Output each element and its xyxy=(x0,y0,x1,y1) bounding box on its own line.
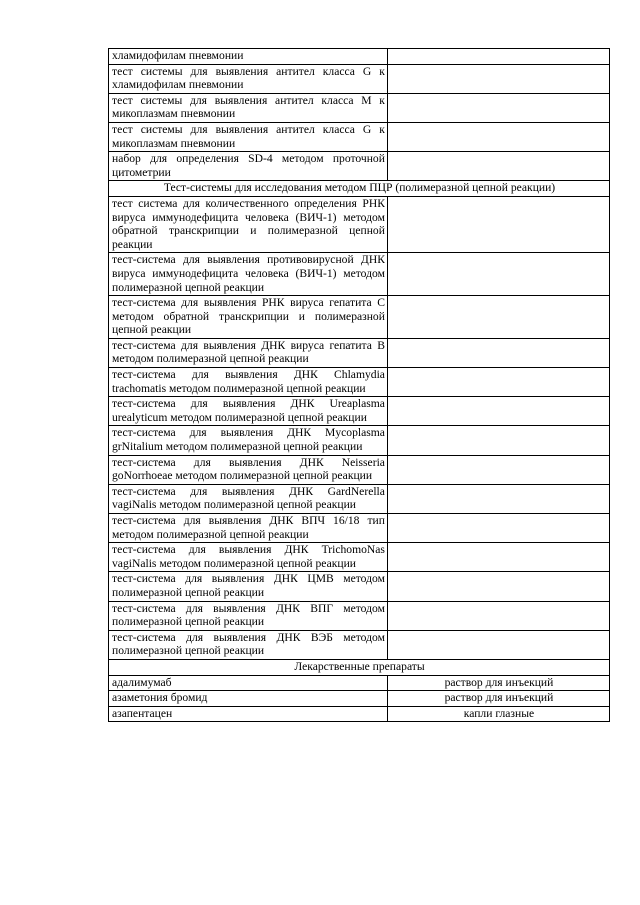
item-name-cell: тест-система для выявления ДНК вируса гепатита В методом полимеразной цепной реакции xyxy=(109,338,388,367)
item-name-cell: азапентацен xyxy=(109,706,388,722)
items-table xyxy=(108,48,610,722)
item-name-cell: тест-система для выявления ДНК GardNerella vagiNalis методом полимеразной цепной реакции xyxy=(109,484,388,513)
item-name-cell: тест-система для выявления ДНК ВПГ методом полимеразной цепной реакции xyxy=(109,601,388,630)
dosage-form-cell: раствор для инъекций xyxy=(387,691,609,707)
table-row xyxy=(109,93,610,122)
dosage-form-cell xyxy=(387,426,609,455)
table-row xyxy=(109,152,610,181)
item-name-cell: тест-система для выявления ДНК Mycoplasma grNitalium методом полимеразной цепной реакции xyxy=(109,426,388,455)
dosage-form-cell xyxy=(387,543,609,572)
item-name-cell: тест системы для выявления антител класса G к микоплазмам пневмонии xyxy=(109,122,388,151)
item-name-cell: хламидофилам пневмонии xyxy=(109,49,388,65)
table-body xyxy=(109,49,610,722)
dosage-form-cell xyxy=(387,455,609,484)
item-name-cell: тест системы для выявления антител класса G к хламидофилам пневмонии xyxy=(109,64,388,93)
item-name-cell: тест системы для выявления антител класса M к микоплазмам пневмонии xyxy=(109,93,388,122)
table-row xyxy=(109,543,610,572)
table-row xyxy=(109,601,610,630)
table-row xyxy=(109,572,610,601)
item-name-cell: набор для определения SD-4 методом проточной цитометрии xyxy=(109,152,388,181)
table-row xyxy=(109,368,610,397)
dosage-form-cell: раствор для инъекций xyxy=(387,675,609,691)
section-title: Тест-системы для исследования методом ПЦР (полимеразной цепной реакции) xyxy=(109,181,610,197)
table-row xyxy=(109,49,610,65)
table-row xyxy=(109,455,610,484)
item-name-cell: тест-система для выявления ДНК TrichomoNas vagiNalis методом полимеразной цепной реакции xyxy=(109,543,388,572)
item-name-cell: тест-система для выявления ДНК ЦМВ методом полимеразной цепной реакции xyxy=(109,572,388,601)
dosage-form-cell xyxy=(387,601,609,630)
dosage-form-cell xyxy=(387,296,609,339)
dosage-form-cell xyxy=(387,64,609,93)
item-name-cell: адалимумаб xyxy=(109,675,388,691)
dosage-form-cell xyxy=(387,253,609,296)
dosage-form-cell xyxy=(387,49,609,65)
table-row xyxy=(109,675,610,691)
table-row xyxy=(109,397,610,426)
dosage-form-cell xyxy=(387,630,609,659)
item-name-cell: тест-система для выявления ДНК Chlamydia trachomatis методом полимеразной цепной реакции xyxy=(109,368,388,397)
item-name-cell: тест-система для выявления РНК вируса гепатита С методом обратной транскрипции и полимеразной цепной реакции xyxy=(109,296,388,339)
dosage-form-cell xyxy=(387,93,609,122)
table-row xyxy=(109,514,610,543)
table-row xyxy=(109,338,610,367)
table-row xyxy=(109,426,610,455)
item-name-cell: тест-система для выявления ДНК ВПЧ 16/18 тип методом полимеразной цепной реакции xyxy=(109,514,388,543)
item-name-cell: тест система для количественного определения РНК вируса иммунодефицита человека (ВИЧ-1) методом обратной транскрипции и полимеразной цепной реакции xyxy=(109,196,388,252)
item-name-cell: тест-система для выявления ДНК ВЭБ методом полимеразной цепной реакции xyxy=(109,630,388,659)
dosage-form-cell xyxy=(387,368,609,397)
table-row xyxy=(109,691,610,707)
dosage-form-cell xyxy=(387,514,609,543)
item-name-cell: тест-система для выявления противовирусной ДНК вируса иммунодефицита человека (ВИЧ-1) методом полимеразной цепной реакции xyxy=(109,253,388,296)
dosage-form-cell xyxy=(387,152,609,181)
dosage-form-cell: капли глазные xyxy=(387,706,609,722)
table-row xyxy=(109,296,610,339)
dosage-form-cell xyxy=(387,484,609,513)
table-row xyxy=(109,630,610,659)
item-name-cell: тест-система для выявления ДНК Neisseria goNorrhoeae методом полимеразной цепной реакции xyxy=(109,455,388,484)
table-row xyxy=(109,196,610,252)
dosage-form-cell xyxy=(387,338,609,367)
dosage-form-cell xyxy=(387,572,609,601)
dosage-form-cell xyxy=(387,196,609,252)
table-row xyxy=(109,484,610,513)
section-title: Лекарственные препараты xyxy=(109,659,610,675)
table-row xyxy=(109,253,610,296)
item-name-cell: азаметония бромид xyxy=(109,691,388,707)
table-row xyxy=(109,64,610,93)
table-row xyxy=(109,706,610,722)
section-header-row xyxy=(109,659,610,675)
section-header-row xyxy=(109,181,610,197)
dosage-form-cell xyxy=(387,397,609,426)
item-name-cell: тест-система для выявления ДНК Ureaplasma urealyticum методом полимеразной цепной реакции xyxy=(109,397,388,426)
dosage-form-cell xyxy=(387,122,609,151)
table-row xyxy=(109,122,610,151)
